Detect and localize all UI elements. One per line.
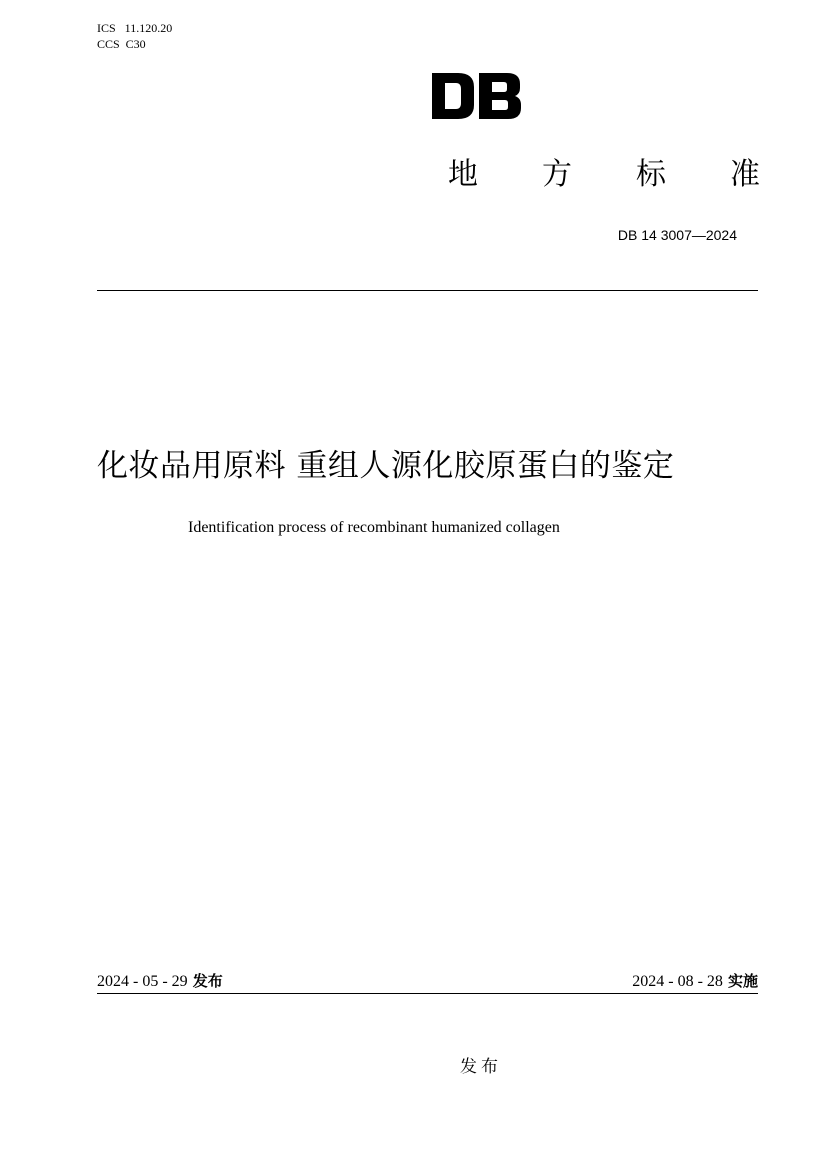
db-logo: [432, 73, 522, 119]
implement-label: 实施: [727, 972, 758, 990]
bottom-divider: [97, 993, 758, 994]
classification-codes: [97, 20, 172, 52]
publish-date: 2024 - 05 - 29: [97, 973, 188, 990]
publish-date-block: [97, 970, 223, 993]
ics-code: ICS 11.120.20: [97, 21, 173, 35]
standard-number: DB 14 3007—2024: [617, 227, 737, 243]
implement-date: 2024 - 08 - 28: [632, 973, 723, 990]
db-logo-graphic: [432, 73, 522, 119]
document-title-chinese: 化妆品用原料 重组人源化胶原蛋白的鉴定: [97, 448, 675, 484]
implement-date-block: [632, 970, 758, 993]
publish-label: 发布: [192, 972, 223, 990]
date-row: [97, 970, 758, 992]
standard-type-char: 标: [636, 157, 666, 192]
standard-type-char: 准: [730, 157, 760, 192]
standard-type: [448, 155, 760, 195]
standard-type-char: 方: [542, 157, 572, 192]
standard-type-char: 地: [448, 157, 478, 192]
ccs-code: CCS C30: [97, 37, 146, 51]
document-title-english: Identification process of recombinant humanized collagen: [188, 519, 560, 536]
issuer-label: 发布: [460, 1057, 502, 1077]
top-divider: [97, 290, 758, 291]
